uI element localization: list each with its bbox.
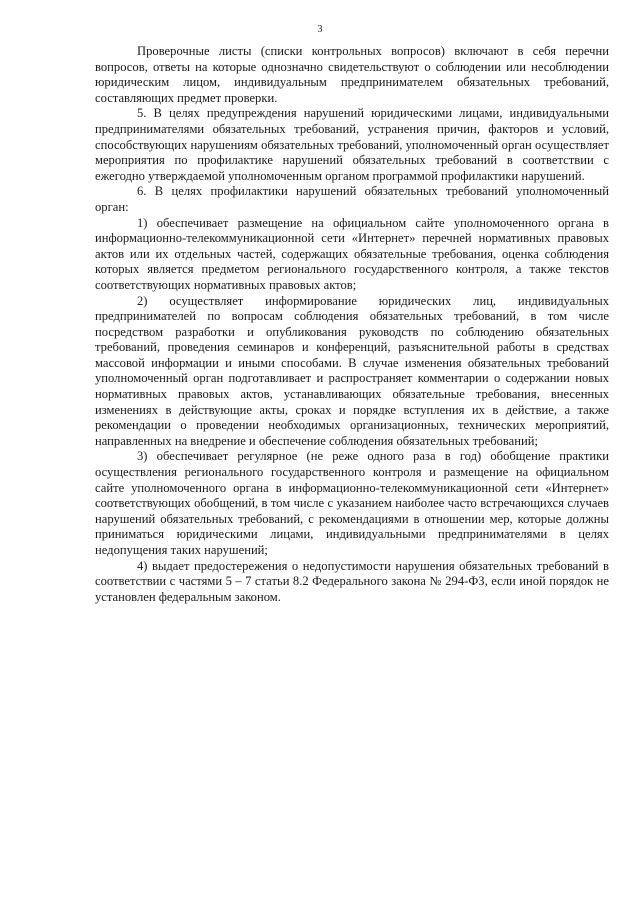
page-number: 3 xyxy=(317,24,323,35)
paragraph-subitem-4: 4) выдает предостережения о недопустимости нарушения обязательных требований в соответствии с частями 5 – 7 статьи 8.2 Федерального закона № 294-ФЗ, если иной порядок не установлен федеральным законом. xyxy=(95,558,609,604)
paragraph-subitem-1: 1) обеспечивает размещение на официальном сайте уполномоченного органа в информационно-телекоммуникационной сети «Интернет» перечней нормативных правовых актов или их отдельных частей, содержащих обязательные требования, оценка соблюдения которых является предметом регионального государственного контроля, а также текстов соответствующих нормативных правовых актов; xyxy=(95,215,609,292)
paragraph-item-5: 5. В целях предупреждения нарушений юридическими лицами, индивидуальными предпринимателями обязательных требований, устранения причин, факторов и условий, способствующих нарушениям обязательных требований, уполномоченный орган осуществляет мероприятия по профилактике нарушений обязательных требований в соответствии с ежегодно утверждаемой уполномоченным органом программой профилактики нарушений. xyxy=(95,106,609,183)
paragraph-subitem-3: 3) обеспечивает регулярное (не реже одного раза в год) обобщение практики осуществления регионального государственного контроля и размещение на официальном сайте уполномоченного органа в информационно-телекоммуникационной сети «Интернет» соответствующих обобщений, в том числе с указанием наиболее часто встречающихся случаев нарушений обязательных требований, с рекомендациями в отношении мер, которые должны приниматься юридическими лицами, индивидуальными предпринимателями в целях недопущения таких нарушений; xyxy=(95,449,609,557)
paragraph-checklists: Проверочные листы (списки контрольных вопросов) включают в себя перечни вопросов, ответы на которые однозначно свидетельствуют о соблюдении или несоблюдении юридическим лицом, индивидуальным предпринимателем обязательных требований, составляющих предмет проверки. xyxy=(95,44,609,105)
paragraph-subitem-2: 2) осуществляет информирование юридических лиц, индивидуальных предпринимателей по вопросам соблюдения обязательных требований, в том числе посредством разработки и опубликования руководств по соблюдению обязательных требований, проведения семинаров и конференций, разъяснительной работы в средствах массовой информации и иными способами. В случае изменения обязательных требований уполномоченный орган подготавливает и распространяет комментарии о содержании новых нормативных правовых актов, устанавливающих обязательные требования, внесенных изменениях в действующие акты, сроках и порядке вступления их в действие, а также рекомендации о проведении необходимых организационных, технических мероприятий, направленных на внедрение и обеспечение соблюдения обязательных требований; xyxy=(95,293,609,448)
document-body xyxy=(95,44,609,605)
paragraph-item-6: 6. В целях профилактики нарушений обязательных требований уполномоченный орган: xyxy=(95,184,609,214)
